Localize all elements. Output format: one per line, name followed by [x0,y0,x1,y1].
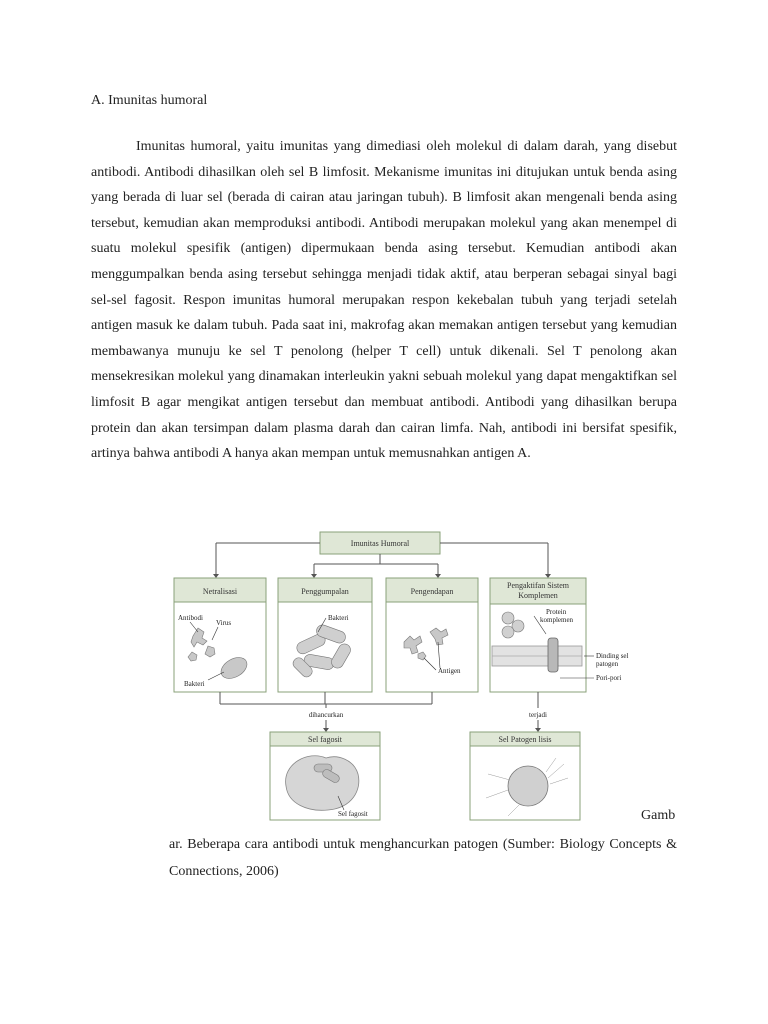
netralisasi-title: Netralisasi [202,587,238,596]
box-pengaktifan [490,578,594,692]
humoral-immunity-diagram [168,528,648,824]
bottom-connectors [220,692,538,730]
label-dinding-2: patogen [596,660,619,668]
top-title-text: Imunitas Humoral [350,539,410,548]
pengendapan-title: Pengendapan [410,587,454,596]
label-bakteri-2: Bakteri [328,614,349,622]
label-antibodi: Antibodi [178,614,203,622]
label-virus: Virus [216,619,232,627]
label-pori: Pori-pori [596,674,622,682]
caption-fragment: Gamb [641,808,676,823]
body-paragraph: Imunitas humoral, yaitu imunitas yang dimediasi oleh molekul di dalam darah, yang disebut antibodi. Antibodi dihasilkan oleh sel B limfosit. Mekanisme imunitas ini ditujukan untuk benda asing yang berada di luar sel (berada di cairan atau jaringan tubuh). B limfosit akan mengenali benda asing tersebut, kemudian akan memproduksi antibodi. Antibodi merupakan molekul yang akan menempel di suatu molekul spesifik (antigen) dipermukaan benda asing tersebut. Kemudian antibodi akan menggumpalkan benda asing tersebut sehingga menjadi tidak aktif, atau berperan sebagai sinyal bagi sel-sel fagosit. Respon imunitas humoral merupakan respon kekebalan tubuh yang terjadi setelah antigen masuk ke dalam tubuh. Pada saat ini, makrofag akan memakan antigen tersebut yang kemudian membawanya munuju ke sel T penolong (helper T cell) untuk dikenali. Sel T penolong akan mensekresikan molekul yang dinamakan interleukin yakni sebuah molekul yang dapat mengaktifkan sel limfosit B agar mengikat antigen tersebut dan membuat antibodi. Antibodi yang dihasilkan berupa protein dan akan tersimpan dalam plasma darah dan cairan limfa. Nah, antibodi ini bersifat spesifik, artinya bahwa antibodi A hanya akan mempan untuk memusnahkan antigen A. [91,139,677,462]
pengaktifan-title-1: Pengaktifan Sistem [507,581,569,590]
box-sel-patogen-lisis [470,732,580,820]
label-bakteri-1: Bakteri [184,680,205,688]
sel-patogen-lisis-title: Sel Patogen lisis [498,735,552,744]
label-sel-fagosit: Sel fagosit [338,810,368,818]
arrow-terjadi: terjadi [529,711,547,719]
arrow-dihancurkan: dihancurkan [308,711,344,719]
label-dinding-1: Dinding sel [596,652,629,660]
figure-caption: ar. Beberapa cara antibodi untuk menghancurkan patogen (Sumber: Biology Concepts & Connections, 2006) [169,837,677,879]
label-protein-1: Protein [546,608,567,616]
lysed-pathogen-cell [508,766,548,806]
box-netralisasi [174,578,266,692]
penggumpalan-title: Penggumpalan [301,587,349,596]
box-penggumpalan [278,578,372,692]
label-protein-2: komplemen [540,616,574,624]
pengaktifan-title-2: Komplemen [518,591,558,600]
bottom-arrowheads [323,728,541,732]
sel-fagosit-title: Sel fagosit [308,735,342,744]
box-pengendapan [386,578,478,692]
label-antigen: Antigen [438,667,461,675]
top-arrowheads [213,574,551,578]
box-sel-fagosit [270,732,380,820]
section-heading: A. Imunitas humoral [91,93,208,108]
